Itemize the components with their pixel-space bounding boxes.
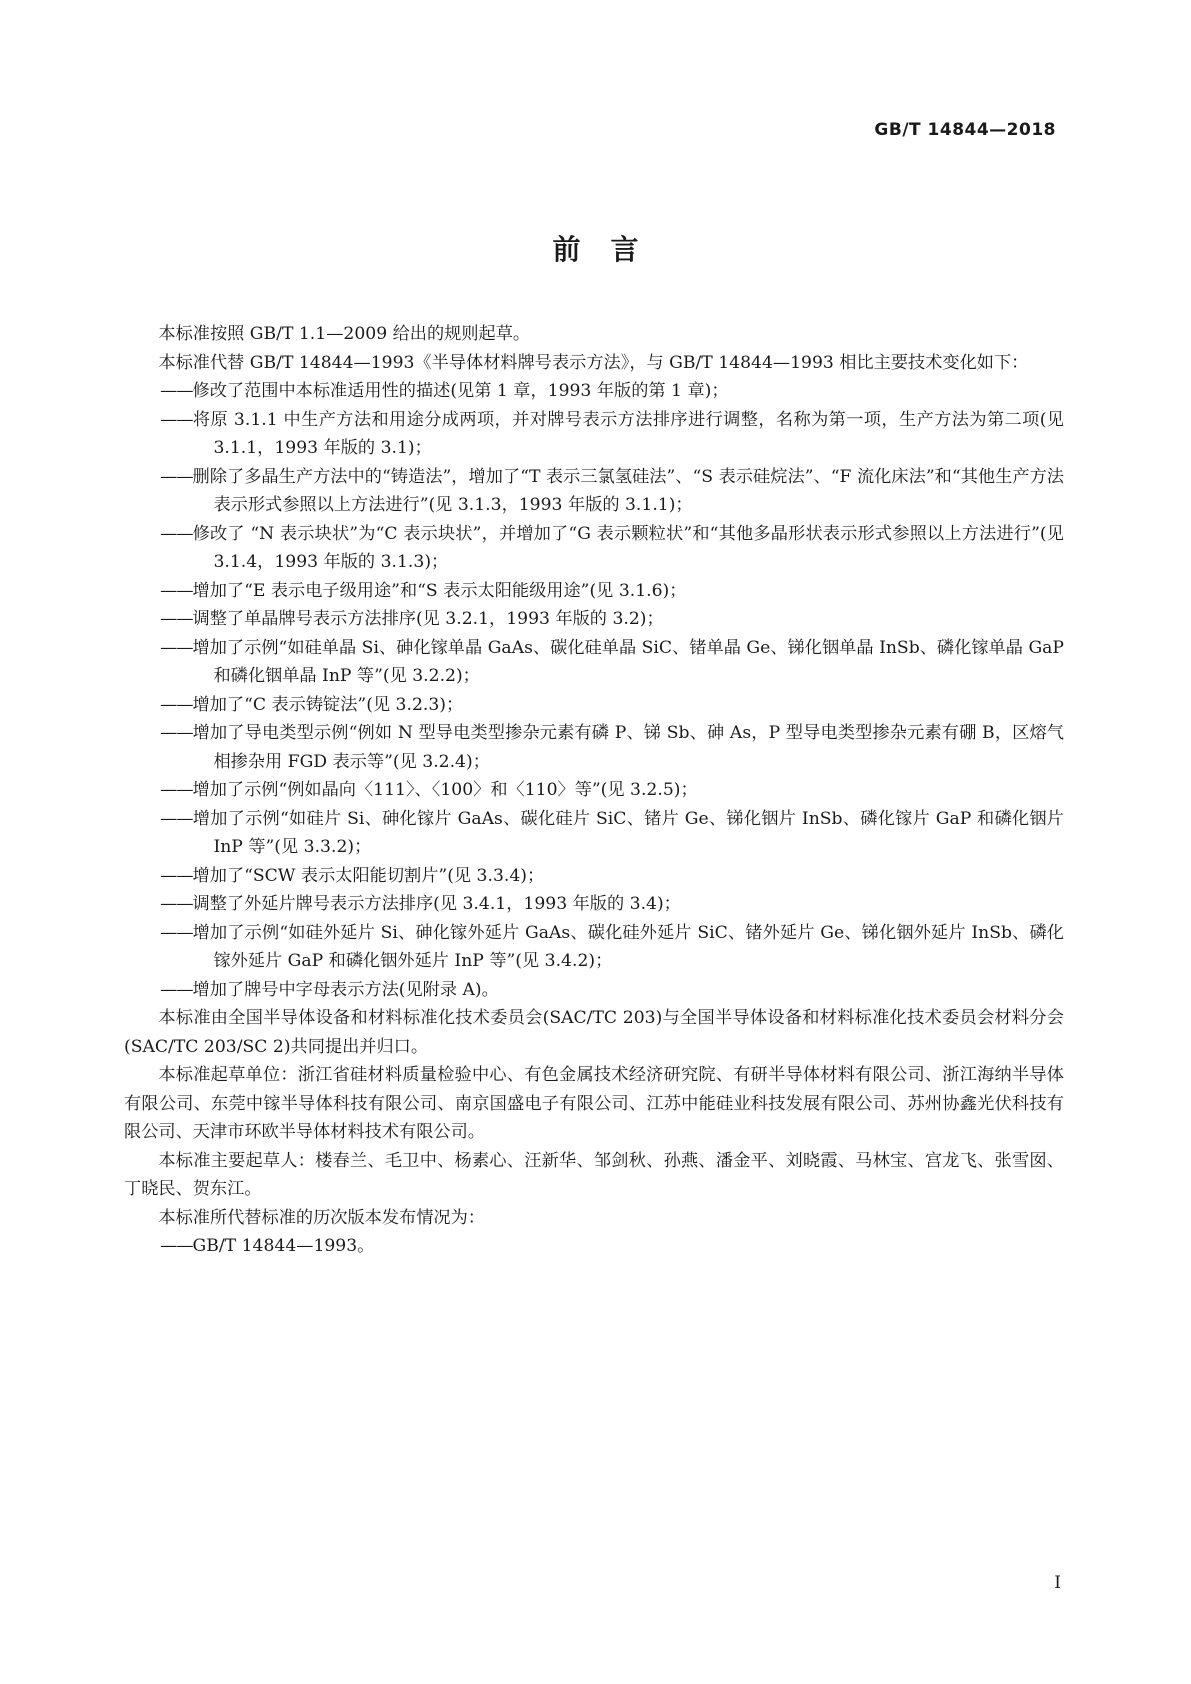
list-item-text: 修改了范围中本标准适用性的描述(见第 1 章，1993 年版的第 1 章)； [192,381,729,401]
dash-marker: —— [160,922,193,943]
list-item-text: 增加了“C 表示铸锭法”(见 3.2.3)； [192,694,464,715]
dash-marker: —— [160,723,193,743]
dash-marker: —— [160,609,193,629]
list-item-text: 增加了示例“如硅外延片 Si、砷化镓外延片 GaAs、碳化硅外延片 SiC、锗外延片 Ge、锑化铟外延片 InSb、磷化镓外延片 GaP 和磷化铟外延片 InP 等”(见 3.4.2)； [192,922,1064,971]
list-item [124,406,1064,463]
paragraph-proposer: 本标准由全国半导体设备和材料标准化技术委员会(SAC/TC 203)与全国半导体设备和材料标准化技术委员会材料分会(SAC/TC 203/SC 2)共同提出并归口。 [124,1008,1064,1057]
dash-marker: —— [160,1236,193,1256]
dash-marker: —— [160,865,193,886]
dash-marker: —— [160,580,193,601]
paragraph-drafting-units: 本标准起草单位：浙江省硅材料质量检验中心、有色金属技术经济研究院、有研半导体材料有限公司、浙江海纳半导体有限公司、东莞中镓半导体科技有限公司、南京国盛电子有限公司、江苏中能硅业科技发展有限公司、苏州协鑫光伏科技有限公司、天津市环欧半导体材料技术有限公司。 [124,1065,1064,1142]
list-item-text: 增加了示例“如硅片 Si、砷化镓片 GaAs、碳化硅片 SiC、锗片 Ge、锑化铟片 InSb、磷化镓片 GaP 和磷化铟片 InP 等”(见 3.3.2)； [192,808,1064,857]
list-item-text: 增加了“SCW 表示太阳能切割片”(见 3.3.4)； [192,865,545,886]
dash-marker: —— [160,466,193,487]
list-item-text: 修改了 “N 表示块状”为“C 表示块状”，并增加了“G 表示颗粒状”和“其他多晶形状表示形式参照以上方法进行”(见 3.1.4，1993 年版的 3.1.3)； [192,523,1064,572]
list-item [124,520,1064,577]
paragraph-replaces: 本标准代替 GB/T 14844—1993《半导体材料牌号表示方法》，与 GB/T 14844—1993 相比主要技术变化如下： [158,352,1029,373]
list-item [124,463,1064,520]
page-title: 前言 [552,233,669,266]
list-item [124,805,1064,862]
dash-marker: —— [160,979,193,1000]
list-item [124,577,1064,606]
list-item-text: 增加了导电类型示例“例如 N 型导电类型掺杂元素有磷 P、锑 Sb、砷 As，P 型导电类型掺杂元素有硼 B，区熔气相掺杂用 FGD 表示等”(见 3.2.4)； [192,723,1064,772]
list-item [124,862,1064,891]
dash-marker: —— [160,694,193,715]
list-item-text: 删除了多晶生产方法中的“铸造法”，增加了“T 表示三氯氢硅法”、“S 表示硅烷法”、“F 流化床法”和“其他生产方法表示形式参照以上方法进行”(见 3.1.3，1993 年版的 3.1.1)； [192,466,1064,515]
list-item [124,976,1064,1005]
list-item [124,377,1064,406]
list-item [124,776,1064,805]
list-item [124,890,1064,919]
list-item [124,919,1064,976]
list-item-text: 增加了“E 表示电子级用途”和“S 表示太阳能级用途”(见 3.1.6)； [192,580,687,601]
list-item-text: GB/T 14844—1993。 [192,1236,375,1256]
dash-marker: —— [160,523,193,544]
list-item [124,691,1064,720]
list-item-text: 增加了示例“如硅单晶 Si、砷化镓单晶 GaAs、碳化硅单晶 SiC、锗单晶 Ge、锑化铟单晶 InSb、磷化镓单晶 GaP 和磷化铟单晶 InP 等”(见 3.2.2)； [192,637,1064,686]
list-item-text: 将原 3.1.1 中生产方法和用途分成两项，并对牌号表示方法排序进行调整，名称为第一项，生产方法为第二项(见 3.1.1，1993 年版的 3.1)； [192,409,1064,458]
page-number: I [1054,1573,1061,1593]
list-item-text: 调整了单晶牌号表示方法排序(见 3.2.1，1993 年版的 3.2)； [192,609,664,629]
paragraph-drafting-rules: 本标准按照 GB/T 1.1—2009 给出的规则起草。 [158,324,531,344]
dash-marker: —— [160,381,193,401]
dash-marker: —— [160,409,193,430]
list-item-text: 增加了牌号中字母表示方法(见附录 A)。 [192,979,499,1000]
list-item [124,605,1064,634]
foreword-body [124,320,1064,1261]
list-item [124,1232,1064,1261]
list-item [124,634,1064,691]
dash-marker: —— [160,808,193,829]
dash-marker: —— [160,780,193,800]
dash-marker: —— [160,894,193,914]
paragraph-version-history: 本标准所代替标准的历次版本发布情况为： [158,1207,485,1228]
standard-code: GB/T 14844—2018 [874,120,1056,140]
list-item [124,719,1064,776]
paragraph-drafters: 本标准主要起草人：楼春兰、毛卫中、杨素心、汪新华、邹剑秋、孙燕、潘金平、刘晓霞、马林宝、宫龙飞、张雪囡、丁晓民、贺东江。 [124,1150,1064,1199]
list-item-text: 调整了外延片牌号表示方法排序(见 3.4.1，1993 年版的 3.4)； [192,894,681,914]
dash-marker: —— [160,637,193,658]
list-item-text: 增加了示例“例如晶向〈111〉、〈100〉和〈110〉等”(见 3.2.5)； [192,780,698,800]
